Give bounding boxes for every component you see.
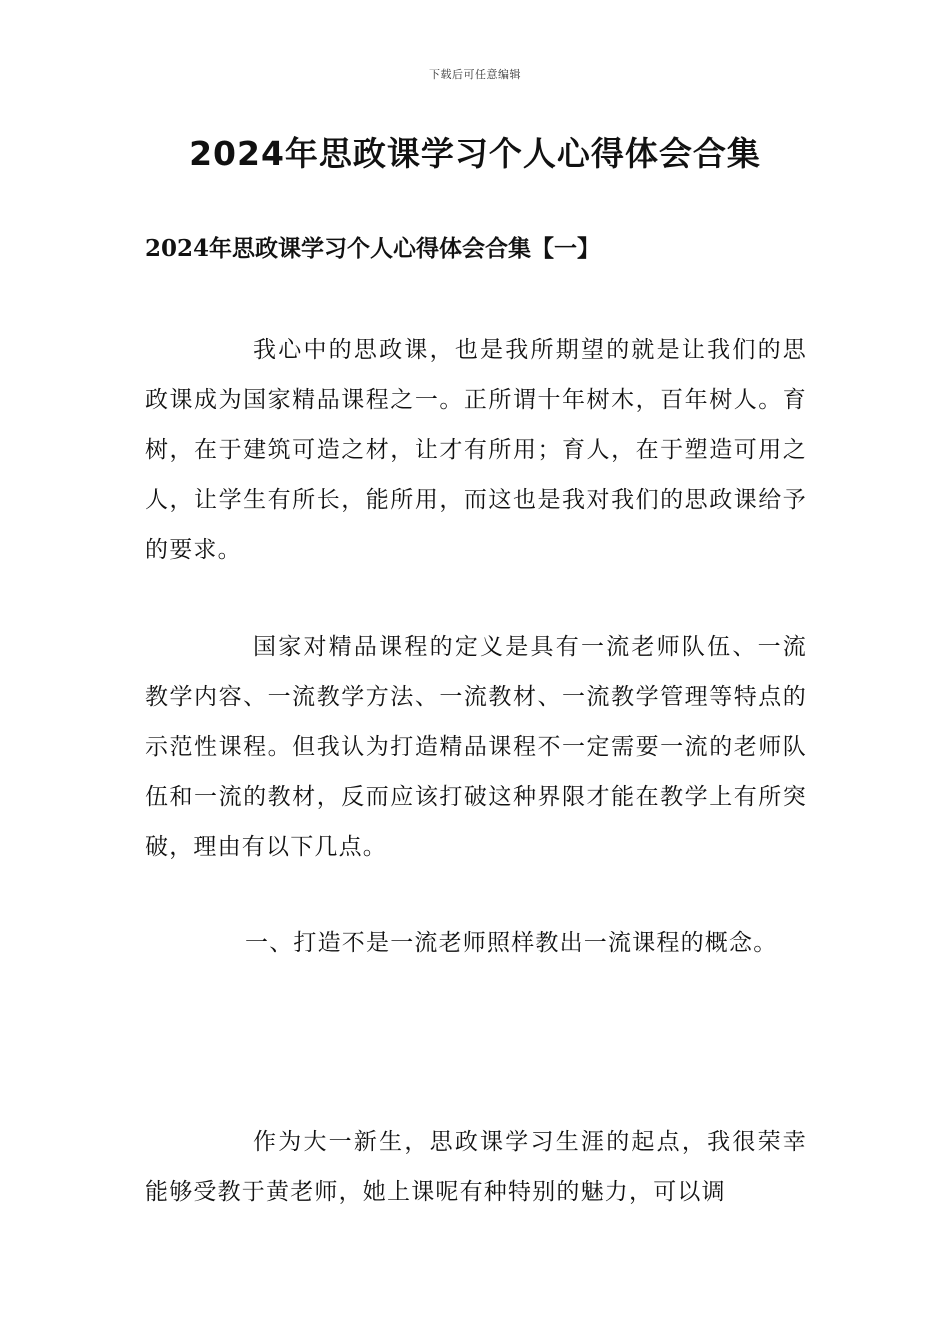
- paragraph: 国家对精品课程的定义是具有一流老师队伍、一流教学内容、一流教学方法、一流教材、一流教学管理等特点的示范性课程。但我认为打造精品课程不一定需要一流的老师队伍和一流的教材，反而应该打破这种界限才能在教学上有所突破，理由有以下几点。: [145, 634, 807, 860]
- document-title: 2024年思政课学习个人心得体会合集: [189, 134, 761, 173]
- paragraph: 我心中的思政课，也是我所期望的就是让我们的思政课成为国家精品课程之一。正所谓十年树木，百年树人。育树，在于建筑可造之材，让才有所用；育人，在于塑造可用之人，让学生有所长，能所用，而这也是我对我们的思政课给予的要求。: [145, 337, 807, 563]
- section-heading: 2024年思政课学习个人心得体会合集【一】: [145, 235, 601, 262]
- header-note: 下载后可任意编辑: [429, 68, 521, 81]
- paragraph-point-heading: 一、打造不是一流老师照样教出一流课程的概念。: [245, 930, 778, 956]
- paragraph: 作为大一新生，思政课学习生涯的起点，我很荣幸能够受教于黄老师，她上课呢有种特别的魅力，可以调: [145, 1129, 807, 1205]
